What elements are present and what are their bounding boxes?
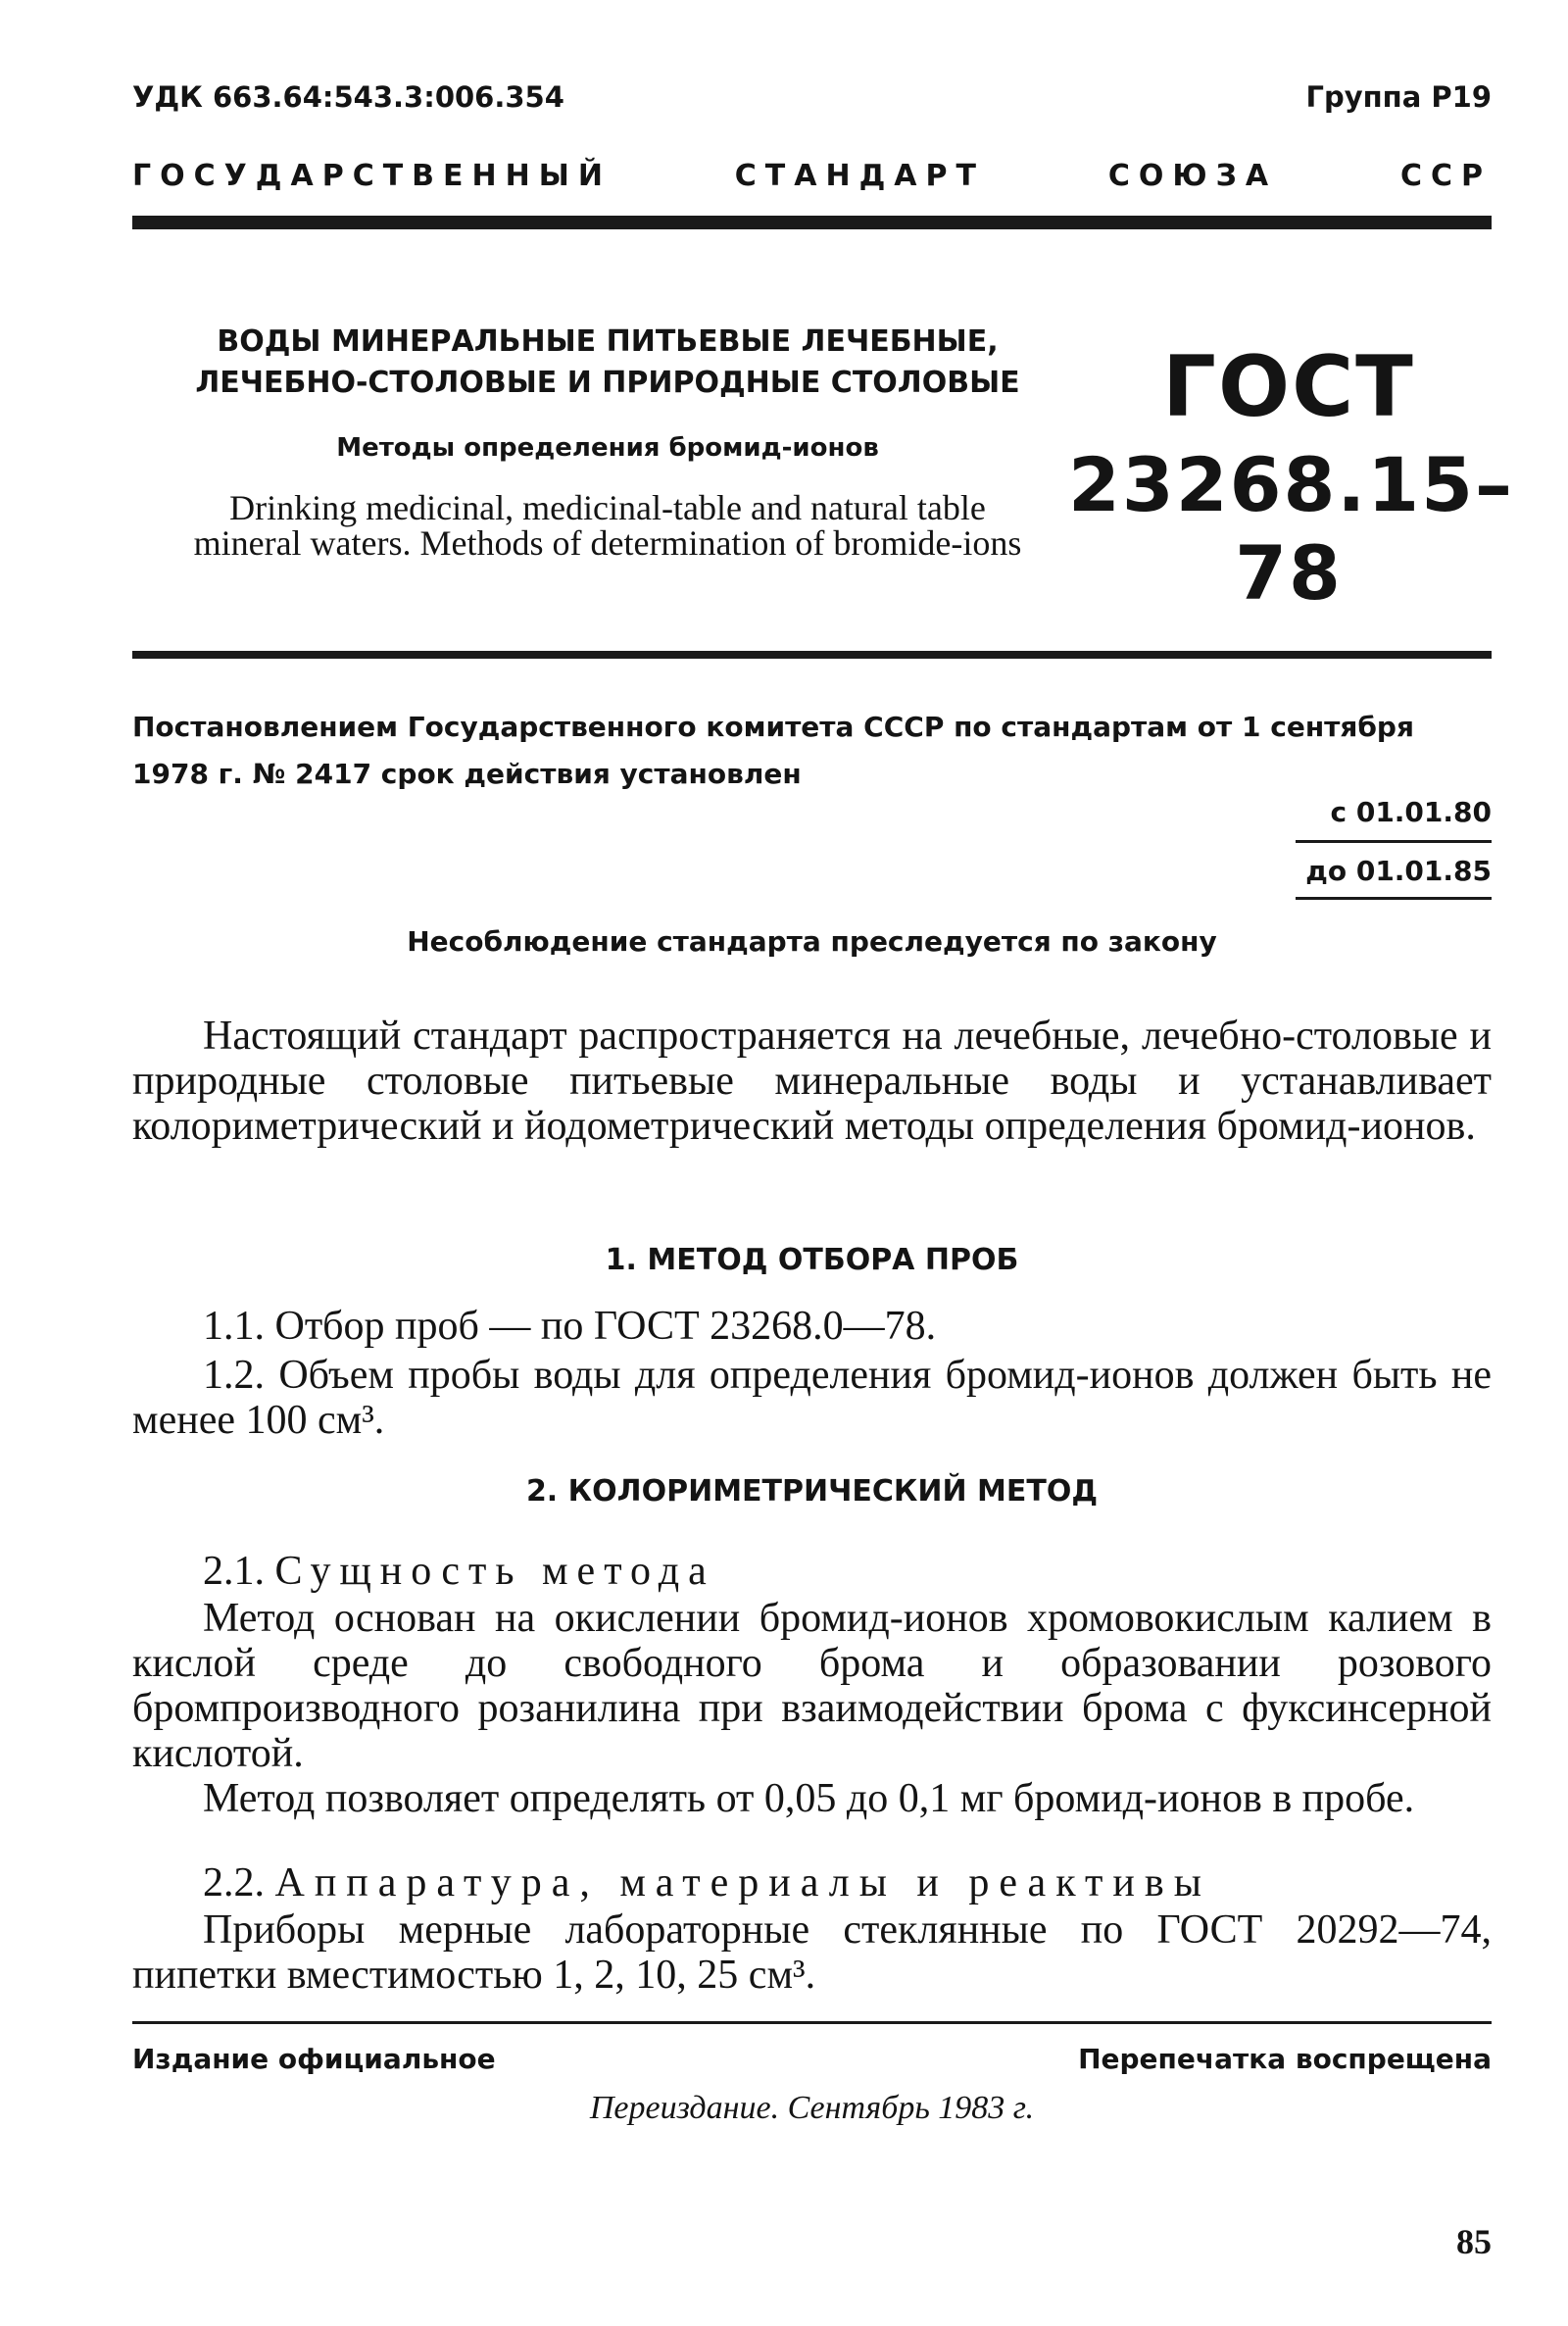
edition-note: Издание официальное: [132, 2043, 496, 2075]
header-thick-rule: [132, 216, 1492, 229]
title-english-line-2: mineral waters. Methods of determination of bromide-ions: [193, 523, 1022, 563]
validity-from: с 01.01.80: [1296, 796, 1492, 843]
clause-2-2-paragraph: Приборы мерные лабораторные стеклянные по ГОСТ 20292—74, пипетки вместимостью 1, 2, 10, 25 см³.: [132, 1907, 1492, 1998]
title-rule: [132, 651, 1492, 659]
group-code: Группа Р19: [1305, 80, 1492, 114]
reissue-note: Переиздание. Сентябрь 1983 г.: [589, 2090, 1035, 2126]
clause-2-1-paragraph-1: Метод основан на окислении бромид-ионов хромовокислым калием в кислой среде до свободного брома и образовании розового бромпроизводного розанилина при взаимодействии брома с фуксинсерной кислотой.: [132, 1596, 1492, 1776]
clause-1-2: 1.2. Объем пробы воды для определения бромид-ионов должен быть не менее 100 см³.: [132, 1353, 1492, 1443]
clause-2-2-heading: [132, 1860, 1492, 1905]
banner-word-1: ГОСУДАРСТВЕННЫЙ: [132, 159, 612, 193]
udk-code: УДК 663.64:543.3:006.354: [132, 80, 564, 114]
decree-line-1: Постановлением Государственного комитета СССР по стандартам от 1 сентября: [132, 711, 1414, 743]
clause-2-1-number: 2.1.: [203, 1549, 265, 1594]
clause-2-1-heading: [132, 1549, 1492, 1594]
clause-2-2-number: 2.2.: [203, 1860, 265, 1905]
clause-2-1-title: Сущность метода: [274, 1549, 715, 1594]
reprint-note: Перепечатка воспрещена: [1078, 2043, 1492, 2075]
banner-word-2: СТАНДАРТ: [734, 159, 985, 193]
section-1-heading: 1. МЕТОД ОТБОРА ПРОБ: [605, 1243, 1019, 1277]
clause-2-2-title: Аппаратура, материалы и реактивы: [274, 1860, 1211, 1905]
gost-number: 23268.15–78: [1068, 441, 1515, 617]
state-standard-banner: [132, 159, 1492, 193]
clause-1-1: 1.1. Отбор проб — по ГОСТ 23268.0—78.: [203, 1304, 937, 1349]
title-methods: Методы определения бромид-ионов: [336, 433, 879, 463]
title-english: [98, 490, 1117, 561]
title-line-1: ВОДЫ МИНЕРАЛЬНЫЕ ПИТЬЕВЫЕ ЛЕЧЕБНЫЕ,: [217, 324, 999, 359]
footer-rule: [132, 2021, 1492, 2024]
intro-paragraph: Настоящий стандарт распространяется на лечебные, лечебно-столовые и природные столовые питьевые минеральные воды и устанавливает колориметрический и йодометрический методы определения бромид-ионов.: [132, 1014, 1492, 1149]
validity-to: до 01.01.85: [1296, 843, 1492, 900]
clause-2-1-paragraph-2: Метод позволяет определять от 0,05 до 0,1 мг бромид-ионов в пробе.: [203, 1776, 1415, 1821]
section-2-heading: 2. КОЛОРИМЕТРИЧЕСКИЙ МЕТОД: [525, 1474, 1099, 1509]
clause-2-1-text: [132, 1596, 1492, 1821]
title-line-2: ЛЕЧЕБНО-СТОЛОВЫЕ И ПРИРОДНЫЕ СТОЛОВЫЕ: [195, 366, 1020, 400]
law-notice: Несоблюдение стандарта преследуется по закону: [407, 925, 1217, 958]
decree-line-2: 1978 г. № 2417 срок действия установлен: [132, 758, 802, 790]
banner-word-3: СОЮЗА: [1107, 159, 1278, 193]
title-english-line-1: Drinking medicinal, medicinal-table and natural table: [229, 488, 986, 527]
banner-word-4: ССР: [1399, 159, 1492, 193]
validity-dates: [1296, 796, 1492, 900]
decree-text: [132, 704, 1492, 798]
gost-label: ГОСТ: [1162, 338, 1415, 436]
page-number: 85: [1456, 2222, 1492, 2261]
